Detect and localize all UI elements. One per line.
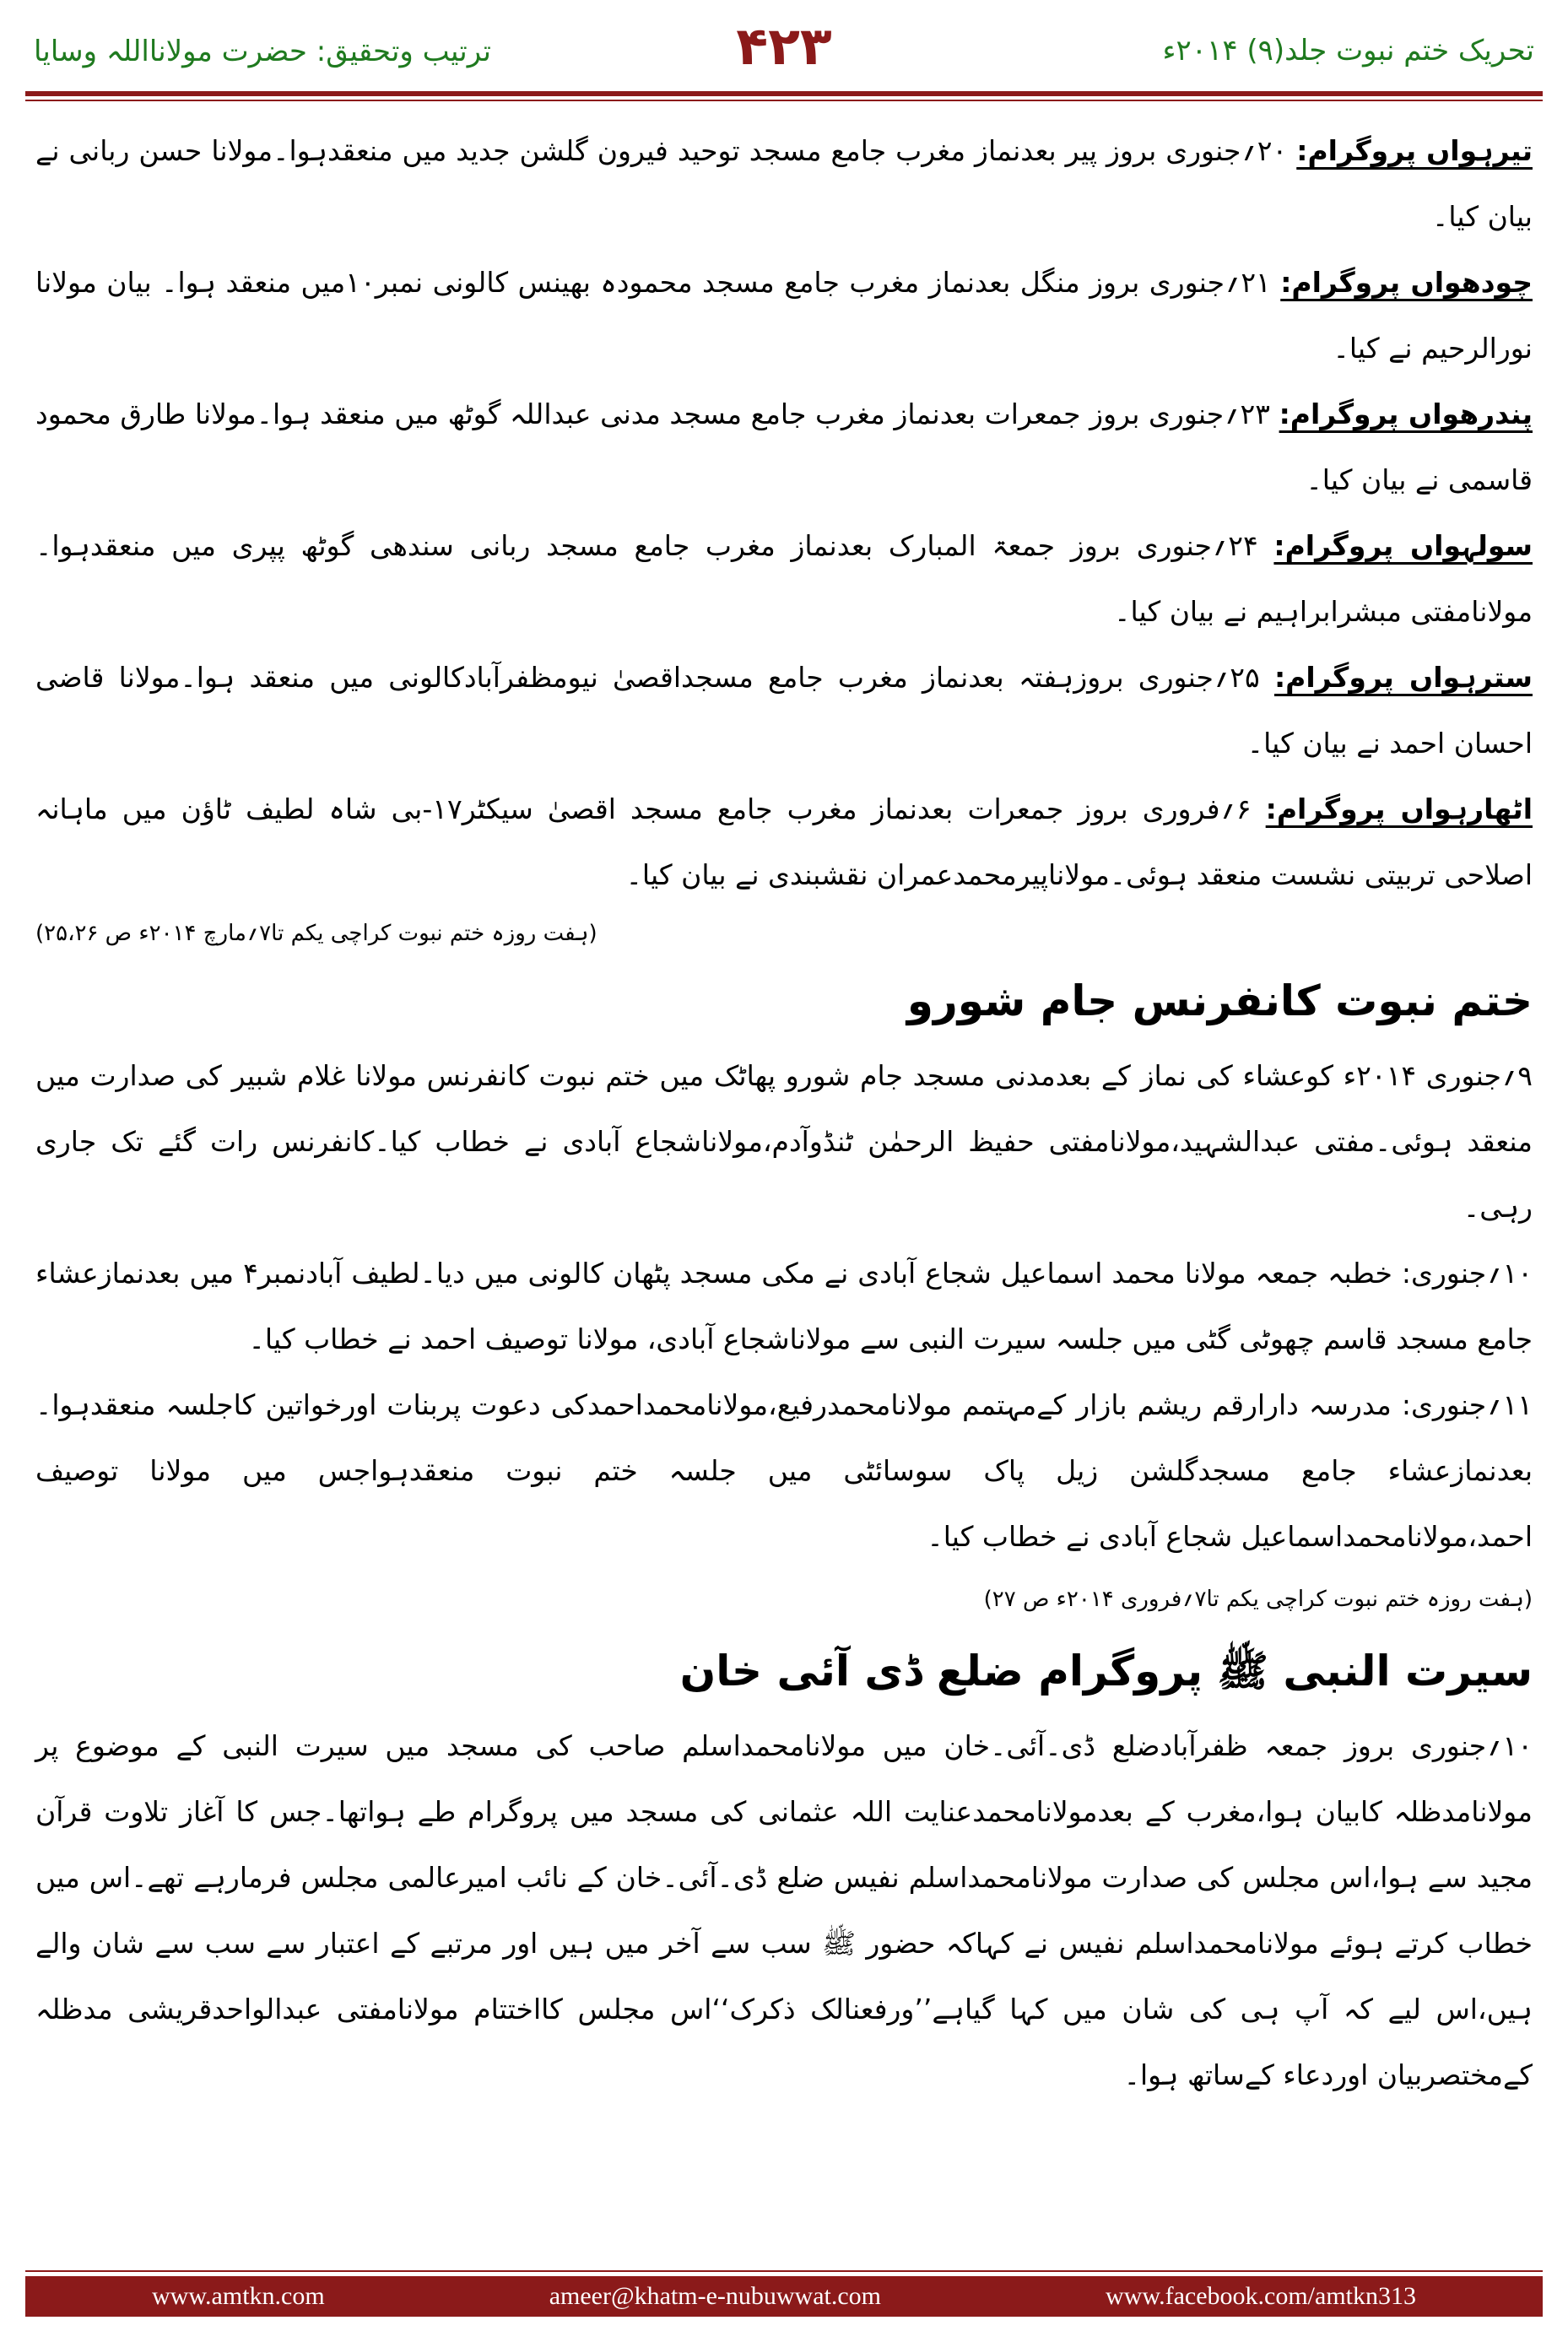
- header-rule-thin: [25, 100, 1543, 101]
- program-text: ۲۳؍جنوری بروز جمعرات بعدنماز مغرب جامع مسجد مدنی عبداللہ گوٹھ میں منعقد ہوا۔مولانا طارق محمود قاسمی نے بیان کیا۔: [35, 398, 1533, 496]
- program-text: ۲۰؍جنوری بروز پیر بعدنماز مغرب جامع مسجد توحید فیرون گلشن جدید میں منعقدہوا۔مولانا حسن ربانی نے بیان کیا۔: [35, 134, 1533, 233]
- program-label: چودھواں پروگرام:: [1280, 266, 1533, 299]
- reference-citation: (ہفت روزہ ختم نبوت کراچی یکم تا۷؍فروری ۲۰۱۴ء ص ۲۷): [983, 1587, 1533, 1612]
- program-text: ۲۵؍جنوری بروزہفتہ بعدنماز مغرب جامع مسجداقصیٰ نیومظفرآبادکالونی میں منعقد ہوا۔مولانا قاضی احسان احمد نے بیان کیا۔: [35, 661, 1533, 760]
- reference-citation: (ہفت روزہ ختم نبوت کراچی یکم تا۷؍مارچ ۲۰۱۴ء ص ۲۵،۲۶): [35, 921, 597, 946]
- program-paragraph: [35, 513, 1533, 645]
- footer-website-link[interactable]: www.amtkn.com: [152, 2282, 325, 2310]
- header-compiler: ترتیب وتحقیق: حضرت مولانااللہ وسایا: [34, 35, 491, 68]
- section-paragraph: ۱۰؍جنوری بروز جمعہ ظفرآبادضلع ڈی۔آئی۔خان میں مولانامحمداسلم صاحب کی مسجد میں سیرت النبی کے موضوع پر مولانامدظلہ کابیان ہوا،مغرب کے بعدمولانامحمدعنایت اللہ عثمانی کی مسجد میں پروگرام طے ہواتھا۔جس کا آغاز تلاوت قرآن مجید سے ہوا،اس مجلس کی صدارت مولانامحمداسلم نفیس ضلع ڈی۔آئی۔خان کے نائب امیرعالمی مجلس فرمارہے تھے۔اس میں خطاب کرتے ہوئے مولانامحمداسلم نفیس نے کہاکہ حضور ﷺ سب سے آخر میں ہیں اور مرتبے کے اعتبار سے سب سے شان والے ہیں،اس لیے کہ آپ ہی کی شان میں کہا گیاہے’’ورفعنالک ذکرک‘‘اس مجلس کااختتام مولانامفتی عبدالواحدقریشی مدظلہ کےمختصربیان اوردعاء کےساتھ ہوا۔: [35, 1729, 1533, 2091]
- program-label: سترہواں پروگرام:: [1273, 661, 1533, 694]
- footer-facebook-link[interactable]: www.facebook.com/amtkn313: [1106, 2282, 1416, 2310]
- program-text: ۲۴؍جنوری بروز جمعۃ المبارک بعدنماز مغرب جامع مسجد ربانی سندھی گوٹھ پپری میں منعقدہوا۔مولانامفتی مبشرابراہیم نے بیان کیا۔: [35, 529, 1533, 628]
- program-paragraph: [35, 381, 1533, 513]
- section-paragraph: ۱۱؍جنوری: مدرسہ دارارقم ریشم بازار کےمہتمم مولانامحمدرفیع،مولانامحمداحمدکی دعوت پربنات اورخواتین کاجلسہ منعقدہوا۔بعدنمازعشاء جامع مسجدگلشن زیل پاک سوسائٹی میں جلسہ ختم نبوت منعقدہواجس میں مولانا توصیف احمد،مولانامحمداسماعیل شجاع آبادی نے خطاب کیا۔: [35, 1388, 1533, 1553]
- section-heading: ختم نبوت کانفرنس جام شورو: [906, 976, 1533, 1025]
- footer-email-link[interactable]: ameer@khatm-e-nubuwwat.com: [549, 2282, 882, 2310]
- program-paragraph: [35, 776, 1533, 908]
- program-label: سولہواں پروگرام:: [1273, 529, 1533, 562]
- program-paragraph: [35, 250, 1533, 381]
- program-text: ۶؍فروری بروز جمعرات بعدنماز مغرب جامع مسجد اقصیٰ سیکٹر۱۷-بی شاہ لطیف ٹاؤن میں ماہانہ اصلاحی تربیتی نشست منعقد ہوئی۔مولاناپیرمحمدعمران نقشبندی نے بیان کیا۔: [35, 792, 1533, 891]
- program-label: پندرھواں پروگرام:: [1279, 398, 1533, 430]
- document-body: [35, 118, 1533, 2108]
- program-text: ۲۱؍جنوری بروز منگل بعدنماز مغرب جامع مسجد محمودہ بھینس کالونی نمبر۱۰میں منعقد ہوا۔ بیان مولانا نورالرحیم نے کیا۔: [35, 266, 1533, 365]
- footer-bar: [25, 2276, 1543, 2317]
- section-heading: سیرت النبی ﷺ پروگرام ضلع ڈی آئی خان: [679, 1647, 1533, 1696]
- section-paragraph: ۹؍جنوری ۲۰۱۴ء کوعشاء کی نماز کے بعدمدنی مسجد جام شورو پھاٹک میں ختم نبوت کانفرنس مولانا غلام شبیر کی صدارت میں منعقد ہوئی۔مفتی عبدالشہید،مولانامفتی حفیظ الرحمٰن ٹنڈوآدم،مولاناشجاع آبادی نے خطاب کیا۔کانفرنس رات گئے تک جاری رہی۔: [35, 1059, 1533, 1224]
- program-label: تیرہواں پروگرام:: [1296, 134, 1533, 167]
- section-paragraph: ۱۰؍جنوری: خطبہ جمعہ مولانا محمد اسماعیل شجاع آبادی نے مکی مسجد پٹھان کالونی میں دیا۔لطیف آبادنمبر۴ میں بعدنمازعشاء جامع مسجد قاسم چھوٹی گٹی میں جلسہ سیرت النبی سے مولاناشجاع آبادی، مولانا توصیف احمد نے خطاب کیا۔: [35, 1257, 1533, 1355]
- header-rule: [25, 91, 1543, 96]
- program-paragraph: [35, 118, 1533, 250]
- program-label: اٹھارہواں پروگرام:: [1265, 792, 1533, 825]
- program-paragraph: [35, 645, 1533, 776]
- footer-rule: [25, 2270, 1543, 2272]
- page-number: ۴۲۳: [736, 15, 832, 77]
- header-series-title: تحریک ختم نبوت جلد(۹) ۲۰۱۴ء: [1162, 34, 1534, 68]
